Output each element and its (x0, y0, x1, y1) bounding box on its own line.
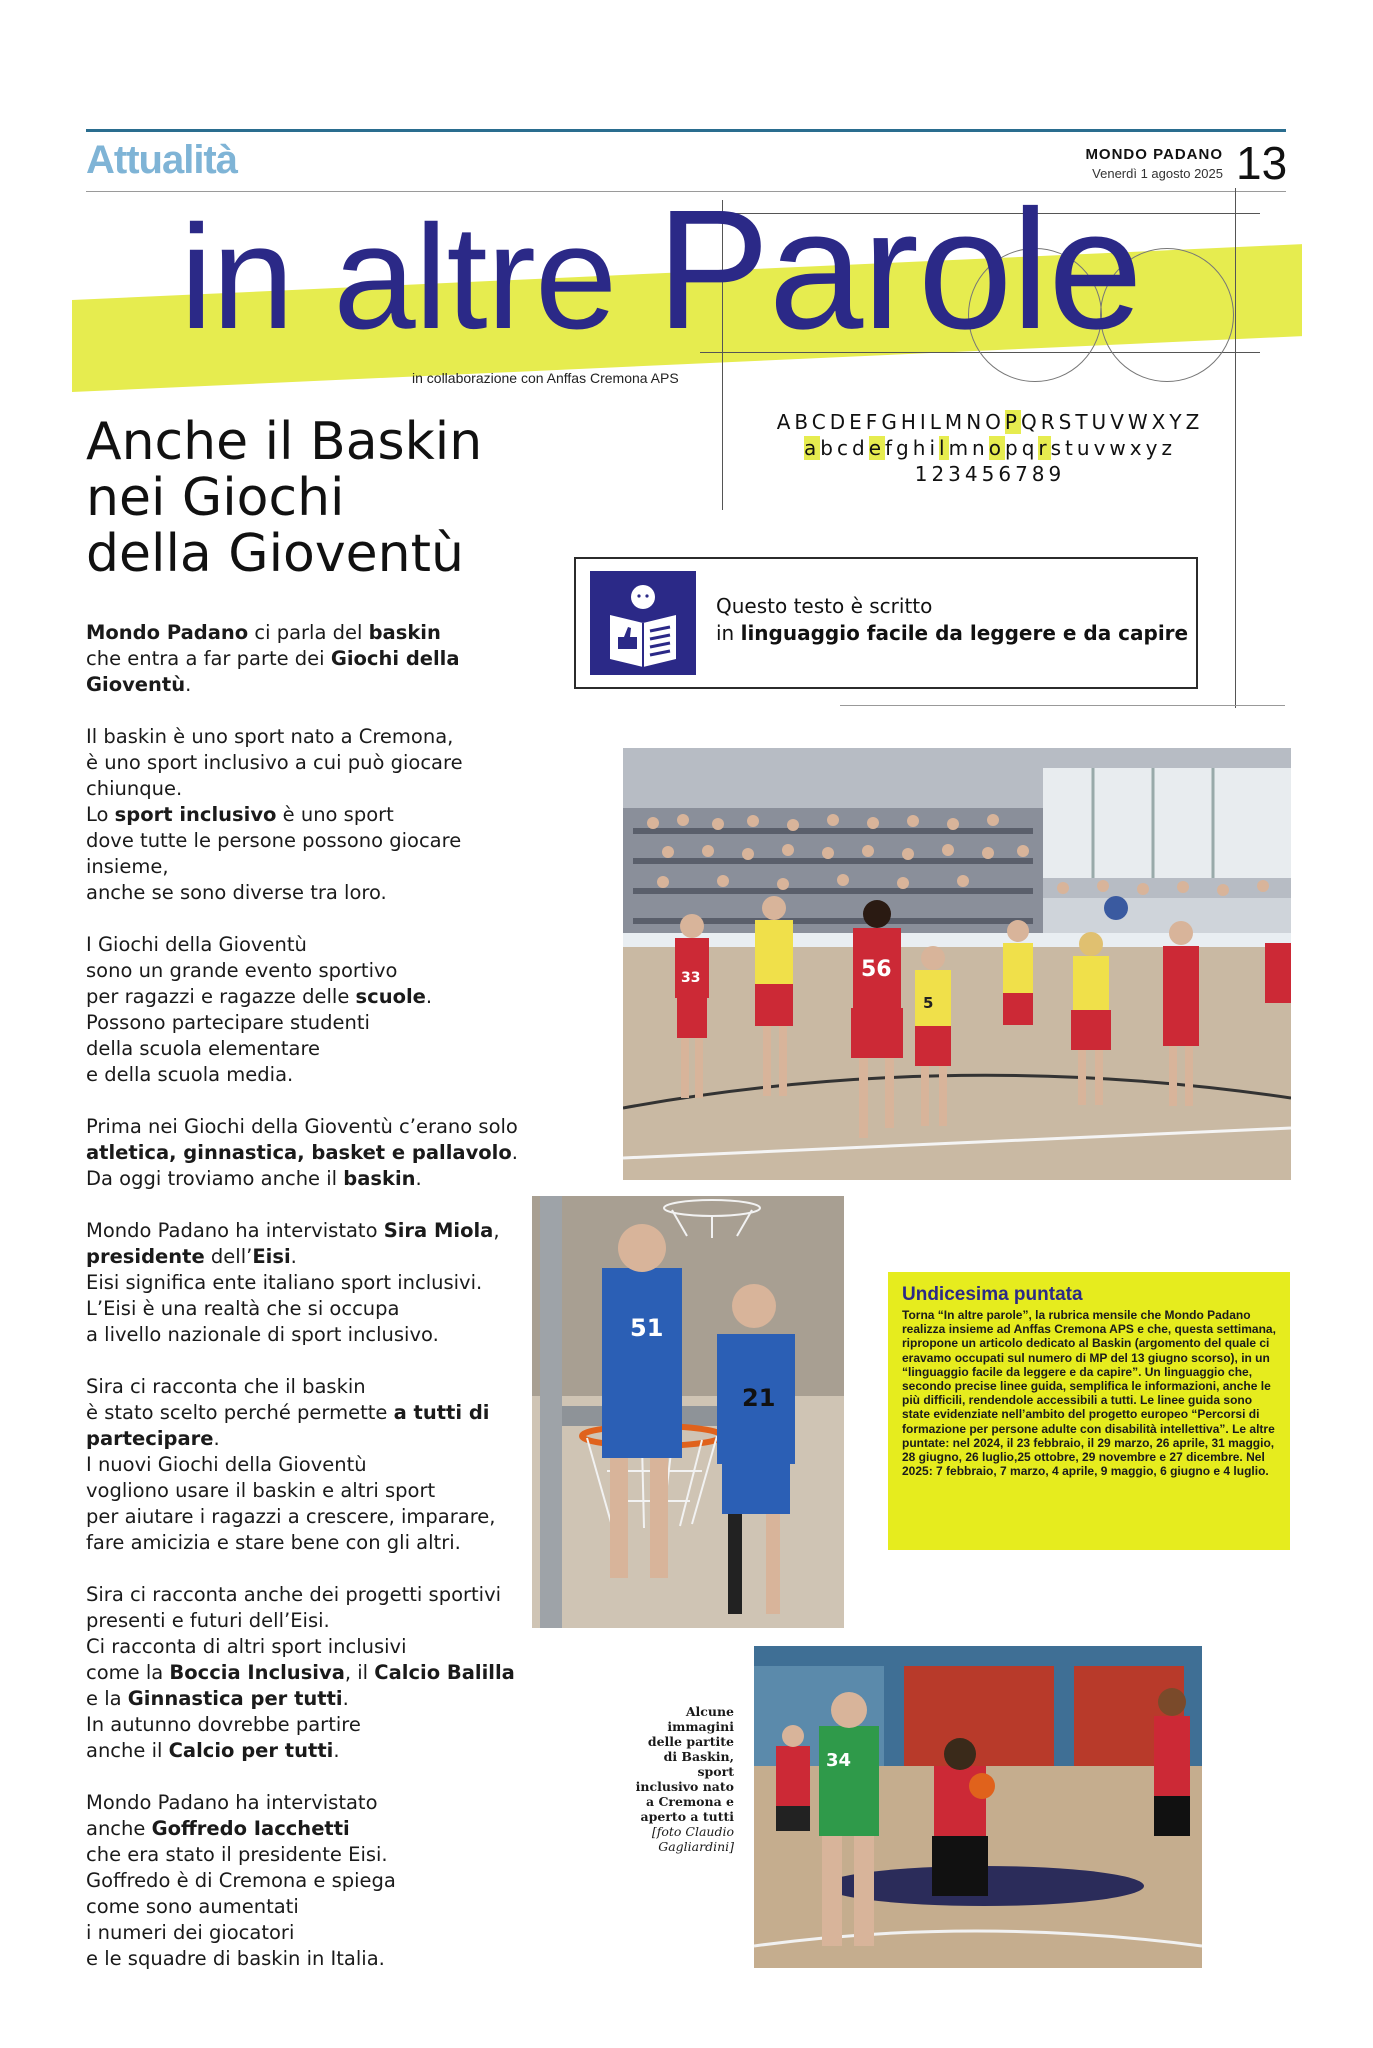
photo-caption-text: Alcune immagini delle partite di Baskin, sport inclusivo nato a Cremona e aperto a tutti (635, 1704, 734, 1824)
text: presenti e futuri dell’Eisi. (86, 1609, 330, 1632)
text: fare amicizia e stare bene con gli altri. (86, 1531, 461, 1554)
text: . (333, 1739, 340, 1762)
text-bold: Calcio Balilla (374, 1661, 515, 1684)
easy-read-box (574, 557, 1198, 689)
paragraph (86, 1374, 521, 1556)
paragraph (86, 724, 521, 906)
alphabet-letter: w (1109, 436, 1130, 460)
text: e della scuola media. (86, 1063, 294, 1086)
text: Mondo Padano ha intervistato (86, 1791, 378, 1814)
alphabet-letter: A (776, 410, 795, 434)
paragraph (86, 1218, 521, 1348)
text: Il baskin è uno sport nato a Cremona, (86, 725, 454, 748)
text: , il (344, 1661, 375, 1684)
photo-baskin-game-gym (623, 748, 1291, 1180)
text: ci parla del (248, 621, 369, 644)
headline-line: nei Giochi (86, 468, 345, 528)
paragraph (86, 620, 521, 698)
text: come la (86, 1661, 170, 1684)
text-bold: Sira Miola (383, 1219, 494, 1242)
alphabet-letter: U (1091, 410, 1111, 434)
text: per ragazzi e ragazze delle (86, 985, 356, 1008)
text-bold: scuole (355, 985, 426, 1008)
text: I Giochi della Gioventù (86, 933, 307, 956)
alphabet-letter: B (794, 410, 812, 434)
alphabet-letter: d (851, 436, 869, 460)
text: Sira ci racconta anche dei progetti sportivi (86, 1583, 502, 1606)
text: anche (86, 1817, 152, 1840)
alphabet-letter: M (944, 410, 967, 434)
alphabet-letter: H (900, 410, 920, 434)
photo-baskin-green-red (754, 1646, 1202, 1968)
alphabet-letter: x (1129, 436, 1146, 460)
alphabet-letter: L (929, 410, 945, 434)
easy-read-text (716, 593, 1188, 647)
text: vogliono usare il baskin e altri sport (86, 1479, 436, 1502)
alphabet-letter: t (1065, 436, 1077, 460)
alphabet-letter: i (929, 436, 939, 460)
alphabet-letter: g (896, 436, 913, 460)
alphabet-letter: S (1058, 410, 1076, 434)
alphabet-letter: P (1004, 410, 1021, 434)
alphabet-letter: q (1021, 436, 1039, 460)
alphabet-letter: p (1004, 436, 1022, 460)
text: i numeri dei giocatori (86, 1921, 295, 1944)
alphabet-letter: l (939, 436, 949, 460)
alphabet-letter: F (865, 410, 882, 434)
text: . (185, 673, 192, 696)
text-bold: Calcio per tutti (168, 1739, 334, 1762)
alphabet-letter: C (811, 410, 830, 434)
text-bold: Giochi della (330, 647, 460, 670)
alphabet-letter: v (1093, 436, 1110, 460)
alphabet-letter: Y (1169, 410, 1186, 434)
text: che entra a far parte dei (86, 647, 331, 670)
text: insieme, (86, 855, 169, 878)
alphabet-letter: V (1110, 410, 1128, 434)
text: Sira ci racconta che il baskin (86, 1375, 366, 1398)
alphabet-letter: T (1075, 410, 1092, 434)
text: Eisi significa ente italiano sport inclusivi. (86, 1271, 483, 1294)
text: è uno sport inclusivo a cui può giocare (86, 751, 463, 774)
text: , (493, 1219, 500, 1242)
alphabet-letter: D (829, 410, 850, 434)
text: come sono aumentati (86, 1895, 299, 1918)
photo-credit: [foto Claudio Gagliardini] (651, 1824, 734, 1854)
alphabet-digits: 123456789 (914, 462, 1066, 486)
text: Prima nei Giochi della Gioventù c’erano solo (86, 1115, 518, 1138)
sidebar-box-title: Undicesima puntata (902, 1284, 1083, 1305)
alphabet-letter: f (885, 436, 897, 460)
text: che era stato il presidente Eisi. (86, 1843, 388, 1866)
alphabet-letter: W (1127, 410, 1152, 434)
alphabet-letter: e (868, 436, 885, 460)
text-bold: presidente (86, 1245, 205, 1268)
masthead-title (180, 175, 1142, 365)
jersey-number: 51 (630, 1314, 664, 1342)
alphabet-letter: y (1145, 436, 1162, 460)
text: Possono partecipare studenti (86, 1011, 370, 1034)
text: per aiutare i ragazzi a crescere, imparare, (86, 1505, 496, 1528)
text: . (290, 1245, 297, 1268)
text-bold: atletica, ginnastica, basket e pallavolo (86, 1141, 512, 1164)
alphabet-letter: c (836, 436, 852, 460)
jersey-number: 56 (861, 957, 892, 982)
text: . (511, 1141, 518, 1164)
text: anche il (86, 1739, 169, 1762)
alphabet-letter: a (804, 436, 821, 460)
grid-line (840, 705, 1285, 706)
sidebar-box (888, 1272, 1290, 1550)
alphabet-letter: O (985, 410, 1005, 434)
text-bold: sport inclusivo (114, 803, 277, 826)
header-top-rule (86, 129, 1286, 132)
text: In autunno dovrebbe partire (86, 1713, 361, 1736)
alphabet-letter: I (919, 410, 930, 434)
text: Ci racconta di altri sport inclusivi (86, 1635, 407, 1658)
text-bold: Ginnastica per tutti (127, 1687, 343, 1710)
paragraph (86, 1582, 521, 1764)
easy-read-line (716, 620, 1188, 647)
text: . (425, 985, 433, 1008)
article-body (86, 620, 521, 1998)
text: è uno sport (276, 803, 394, 826)
text: L’Eisi è una realtà che si occupa (86, 1297, 400, 1320)
alphabet-letter: z (1161, 436, 1176, 460)
text: della scuola elementare (86, 1037, 321, 1060)
text: I nuovi Giochi della Gioventù (86, 1453, 367, 1476)
page-number: 13 (1236, 137, 1288, 189)
text-bold: Eisi (252, 1245, 291, 1268)
jersey-number: 33 (681, 970, 701, 986)
paragraph (86, 1790, 521, 1972)
alphabet-letter: N (966, 410, 986, 434)
text: e la (86, 1687, 128, 1710)
headline-line: della Gioventù (86, 524, 464, 584)
text: a livello nazionale di sport inclusivo. (86, 1323, 439, 1346)
text: . (415, 1167, 422, 1190)
alphabet-letter: s (1050, 436, 1066, 460)
jersey-number: 34 (826, 1750, 852, 1771)
text: dove tutte le persone possono giocare (86, 829, 462, 852)
easy-read-bold: linguaggio facile da leggere e da capire (740, 621, 1189, 645)
alphabet-letter: u (1076, 436, 1094, 460)
text: anche se sono diverse tra loro. (86, 881, 387, 904)
text: è stato scelto perché permette (86, 1401, 394, 1424)
collaboration-note: in collaborazione con Anffas Cremona APS (412, 370, 679, 386)
alphabet-letter: m (948, 436, 973, 460)
text-bold: Goffredo Iacchetti (151, 1817, 350, 1840)
paragraph (86, 1114, 521, 1192)
section-title: Attualità (86, 138, 237, 182)
text: dell’ (204, 1245, 253, 1268)
photo-caption (634, 1704, 734, 1854)
easy-to-read-icon (590, 571, 696, 675)
masthead-part2: Parole (656, 175, 1142, 365)
text-bold: partecipare (86, 1427, 214, 1450)
text-bold: baskin (368, 621, 441, 644)
newspaper-name: MONDO PADANO (1085, 146, 1223, 163)
text: sono un grande evento sportivo (86, 959, 398, 982)
jersey-number: 21 (742, 1384, 776, 1412)
alphabet-lowercase (740, 436, 1240, 460)
text: . (342, 1687, 349, 1710)
text-bold: baskin (343, 1167, 416, 1190)
alphabet-letter: o (988, 436, 1005, 460)
paragraph (86, 932, 521, 1088)
alphabet-letter: h (912, 436, 930, 460)
alphabet-letter: X (1151, 410, 1170, 434)
text-bold: a tutti di (393, 1401, 490, 1424)
easy-read-line: Questo testo è scritto (716, 594, 933, 618)
text: . (213, 1427, 220, 1450)
headline (86, 414, 546, 582)
photo-baskin-hoop (532, 1196, 844, 1628)
alphabet-letter: n (972, 436, 989, 460)
alphabet-letter: R (1040, 410, 1059, 434)
alphabet-letter: G (881, 410, 901, 434)
text: Lo (86, 803, 115, 826)
text-bold: Gioventù (86, 673, 186, 696)
alphabet-letter: Z (1185, 410, 1204, 434)
alphabet-uppercase (740, 410, 1240, 434)
issue-date: Venerdì 1 agosto 2025 (1092, 166, 1223, 181)
sidebar-box-text: Torna “In altre parole”, la rubrica mensile che Mondo Padano realizza insieme ad Anffas Cremona APS e che, questa settimana, ripropone un articolo dedicato al Baskin (argomento del quale ci eravamo occupati sul numero di MP del 13 giugno scorso), in un “linguaggio facile da leggere e da capire”. Un linguaggio che, secondo precise linee guida, semplifica le informazioni, anche le più difficili, rendendole accessibili a tutti. Le linee guida sono state evidenziate nell’ambito del progetto europeo “Percorsi di formazione per persone adulte con disabilità intellettiva”. Le altre puntate: nel 2024, il 23 febbraio, il 29 marzo, 26 aprile, 31 maggio, 28 giugno, 26 luglio,25 ottobre, 29 novembre e 27 dicembre. Nel 2025: 7 febbraio, 7 marzo, 4 aprile, 9 maggio, 6 giugno e 4 luglio. (902, 1308, 1276, 1479)
alphabet-letter: E (849, 410, 866, 434)
text: e le squadre di baskin in Italia. (86, 1947, 385, 1970)
alphabet-letter: b (820, 436, 837, 460)
text: Da oggi troviamo anche il (86, 1167, 344, 1190)
text: Mondo Padano ha intervistato (86, 1219, 384, 1242)
masthead-part1: in altre (180, 195, 617, 360)
text: Goffredo è di Cremona e spiega (86, 1869, 396, 1892)
headline-line: Anche il Baskin (86, 412, 483, 472)
text-bold: Mondo Padano (86, 621, 249, 644)
text: chiunque. (86, 777, 183, 800)
alphabet-letter: r (1038, 436, 1051, 460)
easy-read-prefix: in (716, 621, 741, 645)
jersey-number: 5 (923, 994, 934, 1012)
alphabet-letter: Q (1020, 410, 1041, 434)
text-bold: Boccia Inclusiva (169, 1661, 345, 1684)
